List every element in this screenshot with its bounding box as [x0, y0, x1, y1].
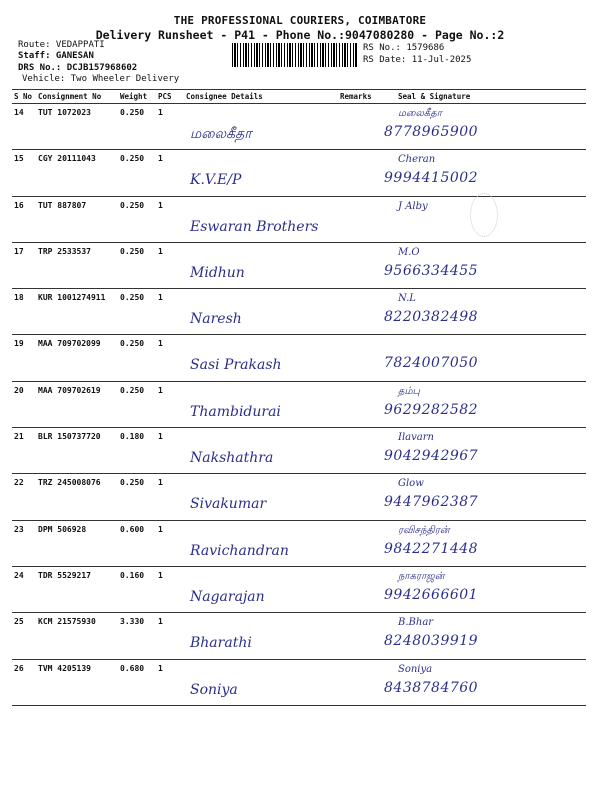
- col-consignment: Consignment No: [36, 90, 118, 104]
- phone-number: 8778965900: [384, 124, 479, 140]
- col-pcs: PCS: [156, 90, 184, 104]
- col-signature: Seal & Signature: [378, 90, 586, 104]
- remarks-cell: [338, 566, 378, 612]
- pcs-cell: 1: [156, 150, 184, 196]
- consignee-cell: [184, 659, 338, 705]
- consignee-cell: [184, 428, 338, 474]
- signature: Soniya: [398, 663, 433, 675]
- phone-number: 9942666601: [384, 586, 479, 603]
- pcs-cell: 1: [156, 242, 184, 288]
- consignee-name: Sivakumar: [190, 496, 267, 513]
- sno-cell: 22: [12, 474, 36, 520]
- table-row: [12, 196, 586, 242]
- weight-cell: 0.250: [118, 474, 156, 520]
- consignment-cell: TUT 1072023: [36, 104, 118, 150]
- signature-cell: [378, 613, 586, 659]
- consignment-cell: TUT 887807: [36, 196, 118, 242]
- phone-number: 9842271448: [384, 540, 479, 557]
- signature-cell: [378, 242, 586, 288]
- consignee-cell: [184, 196, 338, 242]
- signature: M.O: [398, 246, 420, 258]
- consignee-cell: [184, 520, 338, 566]
- company-title: THE PROFESSIONAL COURIERS, COIMBATORE: [173, 14, 427, 27]
- signature-cell: [378, 659, 586, 705]
- remarks-cell: [338, 381, 378, 427]
- table-row: [12, 474, 586, 520]
- consignment-cell: TRP 2533537: [36, 242, 118, 288]
- table-row: [12, 335, 586, 381]
- pcs-cell: 1: [156, 659, 184, 705]
- signature-cell: [378, 520, 586, 566]
- phone-number: 8220382498: [384, 309, 479, 326]
- sno-cell: 19: [12, 335, 36, 381]
- table-header-row: [12, 90, 586, 104]
- signature-cell: [378, 335, 586, 381]
- consignee-name: Thambidurai: [190, 403, 281, 420]
- signature: Glow: [398, 478, 424, 490]
- sno-cell: 20: [12, 381, 36, 427]
- pcs-cell: 1: [156, 381, 184, 427]
- table-row: [12, 613, 586, 659]
- signature: B.Bhar: [398, 617, 434, 629]
- consignment-cell: KCM 21575930: [36, 613, 118, 659]
- consignment-cell: DPM 506928: [36, 520, 118, 566]
- consignee-cell: [184, 335, 338, 381]
- consignee-name: Eswaran Brothers: [190, 218, 319, 235]
- consignment-cell: TVM 4205139: [36, 659, 118, 705]
- phone-number: 8248039919: [384, 633, 479, 650]
- pcs-cell: 1: [156, 289, 184, 335]
- table-row: [12, 381, 586, 427]
- table-row: [12, 566, 586, 612]
- remarks-cell: [338, 428, 378, 474]
- signature: ரவிசந்திரன்: [398, 524, 450, 536]
- weight-cell: 0.250: [118, 150, 156, 196]
- consignment-cell: TRZ 245008076: [36, 474, 118, 520]
- signature-cell: [378, 381, 586, 427]
- remarks-cell: [338, 104, 378, 150]
- remarks-cell: [338, 242, 378, 288]
- phone-number: 7824007050: [384, 355, 479, 372]
- pcs-cell: 1: [156, 428, 184, 474]
- weight-cell: 0.250: [118, 196, 156, 242]
- consignee-cell: [184, 474, 338, 520]
- remarks-cell: [338, 520, 378, 566]
- signature-cell: [378, 566, 586, 612]
- sno-cell: 15: [12, 150, 36, 196]
- weight-cell: 0.600: [118, 520, 156, 566]
- remarks-cell: [338, 659, 378, 705]
- consignee-name: Naresh: [190, 311, 242, 328]
- consignment-cell: TDR 5529217: [36, 566, 118, 612]
- phone-number: 9629282582: [384, 401, 479, 418]
- sno-cell: 21: [12, 428, 36, 474]
- signature: மலைகீதா: [398, 108, 442, 119]
- signature-cell: [378, 428, 586, 474]
- sno-cell: 24: [12, 566, 36, 612]
- signature: J Alby: [398, 200, 428, 212]
- vehicle-label: Vehicle: Two Wheeler Delivery: [22, 74, 180, 84]
- weight-cell: 0.680: [118, 659, 156, 705]
- table-row: [12, 520, 586, 566]
- route-label: Route: VEDAPPATI: [18, 40, 105, 50]
- signature: N.L: [398, 293, 416, 305]
- col-weight: Weight: [118, 90, 156, 104]
- table-row: [12, 104, 586, 150]
- runsheet-table: [12, 89, 586, 706]
- consignment-cell: KUR 1001274911: [36, 289, 118, 335]
- consignment-cell: CGY 20111043: [36, 150, 118, 196]
- consignee-cell: [184, 242, 338, 288]
- consignee-name: Bharathi: [190, 635, 252, 652]
- seal-stamp: [470, 193, 498, 237]
- signature-cell: [378, 289, 586, 335]
- rs-date: RS Date: 11-Jul-2025: [363, 55, 472, 65]
- table-row: [12, 242, 586, 288]
- signature-cell: [378, 150, 586, 196]
- consignee-name: Nakshathra: [190, 450, 274, 467]
- signature-cell: [378, 474, 586, 520]
- rs-number: RS No.: 1579686: [363, 43, 445, 53]
- signature: Ilavarn: [398, 432, 434, 444]
- drs-label: DRS No.: DCJB157968602: [18, 63, 138, 73]
- col-remarks: Remarks: [338, 90, 378, 104]
- consignee-cell: [184, 613, 338, 659]
- weight-cell: 3.330: [118, 613, 156, 659]
- consignment-cell: MAA 709702099: [36, 335, 118, 381]
- consignee-cell: [184, 566, 338, 612]
- pcs-cell: 1: [156, 520, 184, 566]
- consignee-name: Soniya: [190, 681, 238, 698]
- pcs-cell: 1: [156, 104, 184, 150]
- weight-cell: 0.250: [118, 381, 156, 427]
- sno-cell: 25: [12, 613, 36, 659]
- remarks-cell: [338, 196, 378, 242]
- table-row: [12, 428, 586, 474]
- consignee-name: Ravichandran: [190, 542, 289, 559]
- sno-cell: 14: [12, 104, 36, 150]
- pcs-cell: 1: [156, 335, 184, 381]
- col-sno: S No: [12, 90, 36, 104]
- consignment-cell: MAA 709702619: [36, 381, 118, 427]
- phone-number: 8438784760: [384, 679, 479, 696]
- weight-cell: 0.250: [118, 104, 156, 150]
- sno-cell: 16: [12, 196, 36, 242]
- phone-number: 9042942967: [384, 448, 479, 465]
- pcs-cell: 1: [156, 566, 184, 612]
- staff-label: Staff: GANESAN: [18, 51, 94, 61]
- remarks-cell: [338, 474, 378, 520]
- consignee-name: Midhun: [190, 264, 245, 281]
- remarks-cell: [338, 150, 378, 196]
- runsheet-subtitle: Delivery Runsheet - P41 - Phone No.:9047080280 - Page No.:2: [95, 28, 505, 42]
- weight-cell: 0.250: [118, 289, 156, 335]
- consignee-name: Sasi Prakash: [190, 357, 282, 374]
- consignee-cell: [184, 289, 338, 335]
- consignee-name: K.V.E/P: [190, 172, 242, 189]
- weight-cell: 0.250: [118, 242, 156, 288]
- pcs-cell: 1: [156, 613, 184, 659]
- consignee-cell: [184, 104, 338, 150]
- col-consignee: Consignee Details: [184, 90, 338, 104]
- remarks-cell: [338, 289, 378, 335]
- sno-cell: 26: [12, 659, 36, 705]
- pcs-cell: 1: [156, 196, 184, 242]
- weight-cell: 0.180: [118, 428, 156, 474]
- table-row: [12, 659, 586, 705]
- signature: Cheran: [398, 154, 436, 166]
- consignment-cell: BLR 150737720: [36, 428, 118, 474]
- consignee-cell: [184, 150, 338, 196]
- weight-cell: 0.250: [118, 335, 156, 381]
- signature: நாகராஜன்: [398, 570, 445, 582]
- remarks-cell: [338, 613, 378, 659]
- sno-cell: 17: [12, 242, 36, 288]
- table-row: [12, 150, 586, 196]
- signature-cell: [378, 104, 586, 150]
- sno-cell: 23: [12, 520, 36, 566]
- consignee-name: Nagarajan: [190, 588, 265, 605]
- phone-number: 9447962387: [384, 494, 479, 511]
- barcode: [232, 43, 358, 67]
- consignee-cell: [184, 381, 338, 427]
- phone-number: 9566334455: [384, 262, 479, 279]
- table-row: [12, 289, 586, 335]
- signature: தம்பு: [398, 385, 421, 397]
- sno-cell: 18: [12, 289, 36, 335]
- phone-number: 9994415002: [384, 170, 479, 187]
- weight-cell: 0.160: [118, 566, 156, 612]
- remarks-cell: [338, 335, 378, 381]
- consignee-name: மலைகீதா: [190, 126, 252, 142]
- pcs-cell: 1: [156, 474, 184, 520]
